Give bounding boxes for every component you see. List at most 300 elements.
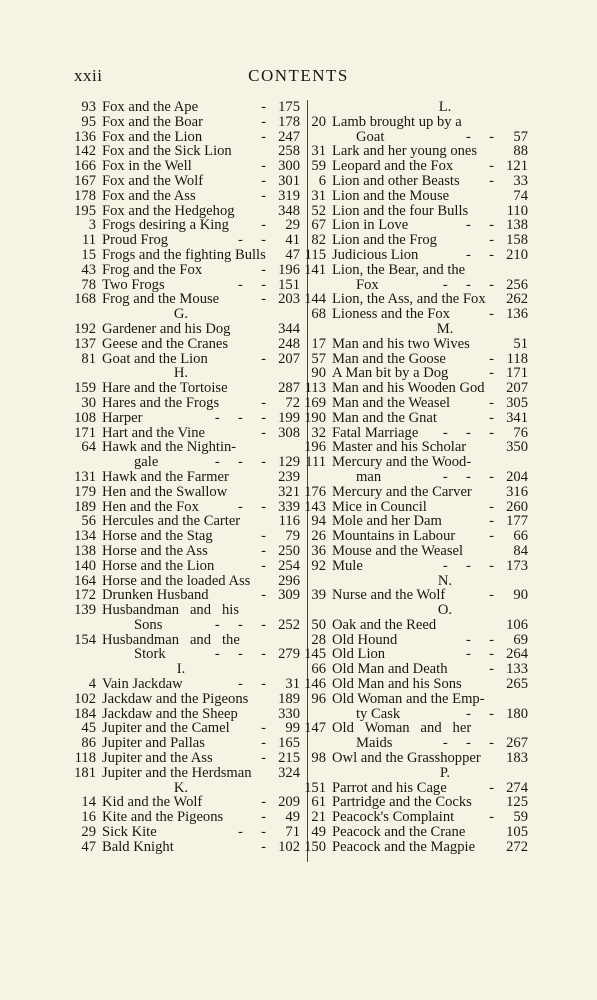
fable-number: 26 bbox=[311, 528, 326, 545]
page-reference: 260 bbox=[506, 498, 528, 515]
fable-number: 31 bbox=[311, 187, 326, 204]
fable-title: Peacock and the Crane bbox=[332, 824, 466, 841]
fable-number: 192 bbox=[74, 320, 96, 337]
fable-title: Jupiter and Pallas bbox=[102, 735, 205, 752]
contents-entry bbox=[62, 100, 300, 115]
leader-dashes: - - bbox=[238, 824, 266, 841]
fable-title: Old Hound bbox=[332, 631, 398, 648]
page-reference: 57 bbox=[513, 128, 528, 145]
fable-number: 150 bbox=[304, 838, 326, 855]
leader-dashes: - - - bbox=[442, 276, 494, 293]
page-reference: 69 bbox=[513, 631, 528, 648]
fable-title: Frogs desiring a King bbox=[102, 217, 229, 234]
page-reference: 133 bbox=[506, 661, 528, 678]
contents-entry bbox=[302, 381, 528, 396]
fable-number: 102 bbox=[74, 690, 96, 707]
fable-title: Master and his Scholar bbox=[332, 439, 467, 456]
contents-entry bbox=[302, 795, 528, 810]
contents-entry bbox=[302, 233, 528, 248]
contents-entry bbox=[302, 263, 528, 278]
fable-number: 64 bbox=[81, 439, 96, 456]
fable-title: Vain Jackdaw bbox=[102, 676, 183, 693]
page-reference: 72 bbox=[285, 394, 300, 411]
fable-title: Old Woman and the Emp- bbox=[332, 690, 485, 707]
section-letter bbox=[302, 100, 528, 115]
fable-title: Frog and the Fox bbox=[102, 261, 203, 278]
leader-dashes: - bbox=[261, 587, 266, 604]
page-reference: 79 bbox=[285, 528, 300, 545]
fable-number: 61 bbox=[311, 794, 326, 811]
fable-title: Owl and the Grasshopper bbox=[332, 750, 481, 767]
fable-number: 82 bbox=[311, 232, 326, 249]
contents-entry bbox=[302, 337, 528, 352]
fable-title: Hercules and the Carter bbox=[102, 513, 241, 530]
page-reference: 316 bbox=[506, 483, 528, 500]
fable-title: Fox and the Ass bbox=[102, 187, 196, 204]
page-reference: 199 bbox=[278, 409, 300, 426]
contents-entry bbox=[302, 455, 528, 470]
fable-number: 95 bbox=[81, 113, 96, 130]
fable-title: Hen and the Swallow bbox=[102, 483, 228, 500]
fable-title: Mercury and the Carver bbox=[332, 483, 472, 500]
contents-entry bbox=[302, 470, 528, 485]
contents-entry bbox=[302, 396, 528, 411]
section-letter-label: L. bbox=[438, 99, 452, 115]
page-reference: 279 bbox=[278, 646, 300, 663]
page-reference: 51 bbox=[513, 335, 528, 352]
fable-number: 14 bbox=[81, 794, 96, 811]
fable-title: Old Man and his Sons bbox=[332, 676, 462, 693]
leader-dashes: - bbox=[261, 750, 266, 767]
section-letter-label: O. bbox=[437, 602, 453, 619]
contents-entry bbox=[62, 677, 300, 692]
fable-title: Leopard and the Fox bbox=[332, 158, 454, 175]
section-letter-label: M. bbox=[436, 320, 454, 337]
fable-number: 78 bbox=[81, 276, 96, 293]
section-letter bbox=[302, 603, 528, 618]
contents-entry bbox=[302, 736, 528, 751]
contents-entry bbox=[62, 218, 300, 233]
fable-number: 144 bbox=[304, 291, 326, 308]
fable-number: 190 bbox=[304, 409, 326, 426]
fable-title: Frog and the Mouse bbox=[102, 291, 220, 308]
leader-dashes: - bbox=[489, 306, 494, 323]
fable-number: 30 bbox=[81, 394, 96, 411]
contents-entry bbox=[62, 322, 300, 337]
fable-title: Old Lion bbox=[332, 646, 386, 663]
fable-title: man bbox=[356, 468, 382, 485]
page-reference: 121 bbox=[506, 158, 528, 175]
contents-entry bbox=[302, 278, 528, 293]
contents-entry bbox=[302, 781, 528, 796]
fable-title: Man and the Gnat bbox=[332, 409, 437, 426]
contents-entry bbox=[302, 559, 528, 574]
leader-dashes: - bbox=[489, 394, 494, 411]
section-letter bbox=[62, 307, 300, 322]
page-reference: 203 bbox=[278, 291, 300, 308]
fable-title: Fox and the Lion bbox=[102, 128, 203, 145]
leader-dashes: - bbox=[261, 291, 266, 308]
page-header bbox=[0, 66, 597, 88]
fable-title: Hares and the Frogs bbox=[102, 394, 220, 411]
fable-title: Lion and the four Bulls bbox=[332, 202, 469, 219]
contents-entry bbox=[62, 736, 300, 751]
fable-title: Proud Frog bbox=[102, 232, 169, 249]
leader-dashes: - - - bbox=[442, 735, 494, 752]
leader-dashes: - - bbox=[238, 498, 266, 515]
contents-entry bbox=[62, 411, 300, 426]
fable-number: 136 bbox=[74, 128, 96, 145]
fable-title: Hart and the Vine bbox=[102, 424, 206, 441]
page-reference: 267 bbox=[506, 735, 528, 752]
page-reference: 341 bbox=[506, 409, 528, 426]
page-number: xxii bbox=[74, 66, 103, 85]
contents-entry bbox=[302, 189, 528, 204]
fable-title: Man and his Wooden God bbox=[332, 380, 485, 397]
fable-title: Husbandman and the bbox=[102, 631, 240, 648]
leader-dashes: - - bbox=[466, 631, 494, 648]
contents-entry bbox=[302, 218, 528, 233]
right-column bbox=[302, 100, 528, 855]
contents-entry bbox=[62, 766, 300, 781]
page-reference: 125 bbox=[506, 794, 528, 811]
fable-title: Lark and her young ones bbox=[332, 143, 478, 160]
fable-title: Fox in the Well bbox=[102, 158, 192, 175]
fable-title: Gardener and his Dog bbox=[102, 320, 231, 337]
leader-dashes: - bbox=[489, 809, 494, 826]
fable-title: A Man bit by a Dog bbox=[332, 365, 449, 382]
fable-title: Man and his two Wives bbox=[332, 335, 470, 352]
leader-dashes: - bbox=[261, 350, 266, 367]
page-reference: 209 bbox=[278, 794, 300, 811]
page-reference: 287 bbox=[278, 380, 300, 397]
fable-number: 167 bbox=[74, 172, 96, 189]
fable-number: 181 bbox=[74, 764, 96, 781]
page-reference: 350 bbox=[506, 439, 528, 456]
fable-number: 81 bbox=[81, 350, 96, 367]
section-letter-label: H. bbox=[173, 365, 189, 382]
fable-number: 49 bbox=[311, 824, 326, 841]
fable-title: Kite and the Pigeons bbox=[102, 809, 224, 826]
fable-number: 93 bbox=[81, 99, 96, 115]
contents-entry bbox=[302, 721, 528, 736]
fable-number: 50 bbox=[311, 616, 326, 633]
fable-number: 45 bbox=[81, 720, 96, 737]
leader-dashes: - bbox=[261, 557, 266, 574]
page-reference: 106 bbox=[506, 616, 528, 633]
page-reference: 136 bbox=[506, 306, 528, 323]
leader-dashes: - bbox=[261, 838, 266, 855]
fable-number: 16 bbox=[81, 809, 96, 826]
contents-entry bbox=[302, 426, 528, 441]
section-letter-label: K. bbox=[173, 779, 189, 796]
fable-title: Mole and her Dam bbox=[332, 513, 442, 530]
page-reference: 49 bbox=[285, 809, 300, 826]
fable-title: Mouse and the Weasel bbox=[332, 542, 464, 559]
contents-entry bbox=[302, 825, 528, 840]
fable-title: Maids bbox=[356, 735, 393, 752]
fable-number: 189 bbox=[74, 498, 96, 515]
fable-number: 21 bbox=[311, 809, 326, 826]
fable-number: 4 bbox=[88, 676, 96, 693]
fable-title: Fox and the Boar bbox=[102, 113, 203, 130]
contents-entry bbox=[302, 159, 528, 174]
page-reference: 321 bbox=[278, 483, 300, 500]
leader-dashes: - bbox=[261, 809, 266, 826]
contents-entry bbox=[302, 662, 528, 677]
contents-entry bbox=[62, 574, 300, 589]
fable-title: Peacock's Complaint bbox=[332, 809, 455, 826]
fable-title: Horse and the Ass bbox=[102, 542, 208, 559]
section-letter-label: P. bbox=[439, 764, 451, 781]
leader-dashes: - bbox=[489, 779, 494, 796]
fable-title: Kid and the Wolf bbox=[102, 794, 203, 811]
contents-entry bbox=[62, 337, 300, 352]
fable-title: Fox bbox=[356, 276, 379, 293]
fable-title: Goat bbox=[356, 128, 385, 145]
leader-dashes: - bbox=[261, 735, 266, 752]
page-reference: 66 bbox=[513, 528, 528, 545]
fable-title: Horse and the Lion bbox=[102, 557, 215, 574]
contents-entry bbox=[302, 633, 528, 648]
fable-number: 108 bbox=[74, 409, 96, 426]
page-reference: 76 bbox=[513, 424, 528, 441]
fable-title: Hare and the Tortoise bbox=[102, 380, 228, 397]
fable-number: 195 bbox=[74, 202, 96, 219]
fable-title: Jupiter and the Ass bbox=[102, 750, 213, 767]
leader-dashes: - - bbox=[466, 246, 494, 263]
page-reference: 344 bbox=[278, 320, 300, 337]
leader-dashes: - - - bbox=[214, 454, 266, 471]
leader-dashes: - - bbox=[238, 276, 266, 293]
section-letter bbox=[302, 766, 528, 781]
fable-number: 32 bbox=[311, 424, 326, 441]
section-letter bbox=[62, 366, 300, 381]
leader-dashes: - - - bbox=[214, 646, 266, 663]
contents-entry bbox=[62, 500, 300, 515]
page-reference: 88 bbox=[513, 143, 528, 160]
fable-title: Mice in Council bbox=[332, 498, 427, 515]
page-reference: 173 bbox=[506, 557, 528, 574]
leader-dashes: - - bbox=[466, 646, 494, 663]
fable-number: 164 bbox=[74, 572, 96, 589]
page-reference: 99 bbox=[285, 720, 300, 737]
leader-dashes: - bbox=[261, 158, 266, 175]
contents-entry bbox=[62, 130, 300, 145]
page-reference: 309 bbox=[278, 587, 300, 604]
contents-entry bbox=[302, 366, 528, 381]
fable-number: 178 bbox=[74, 187, 96, 204]
contents-entry bbox=[62, 455, 300, 470]
page-reference: 41 bbox=[285, 232, 300, 249]
leader-dashes: - bbox=[261, 217, 266, 234]
fable-title: Lion, the Bear, and the bbox=[332, 261, 466, 278]
leader-dashes: - bbox=[489, 350, 494, 367]
leader-dashes: - bbox=[489, 661, 494, 678]
fable-number: 57 bbox=[311, 350, 326, 367]
fable-title: Oak and the Reed bbox=[332, 616, 437, 633]
contents-entry bbox=[302, 204, 528, 219]
page-reference: 239 bbox=[278, 468, 300, 485]
page-reference: 84 bbox=[513, 542, 528, 559]
fable-number: 172 bbox=[74, 587, 96, 604]
fable-title: Peacock and the Magpie bbox=[332, 838, 476, 855]
fable-number: 118 bbox=[74, 750, 96, 767]
page-reference: 189 bbox=[278, 690, 300, 707]
section-letter bbox=[62, 781, 300, 796]
page-reference: 339 bbox=[278, 498, 300, 515]
fable-title: Geese and the Cranes bbox=[102, 335, 229, 352]
fable-title: Lioness and the Fox bbox=[332, 306, 450, 323]
fable-title: Mule bbox=[332, 557, 363, 574]
page-reference: 74 bbox=[513, 187, 528, 204]
fable-title: ty Cask bbox=[356, 705, 401, 722]
leader-dashes: - bbox=[489, 409, 494, 426]
page-reference: 265 bbox=[506, 676, 528, 693]
leader-dashes: - - bbox=[238, 676, 266, 693]
fable-number: 176 bbox=[304, 483, 326, 500]
fable-title: Judicious Lion bbox=[332, 246, 419, 263]
page-reference: 129 bbox=[278, 454, 300, 471]
leader-dashes: - bbox=[261, 542, 266, 559]
page-reference: 308 bbox=[278, 424, 300, 441]
fable-title: Drunken Husband bbox=[102, 587, 209, 604]
page-reference: 215 bbox=[278, 750, 300, 767]
fable-title: Two Frogs bbox=[102, 276, 165, 293]
fable-number: 141 bbox=[304, 261, 326, 278]
contents-entry bbox=[302, 544, 528, 559]
contents-entry bbox=[302, 115, 528, 130]
contents-entry bbox=[302, 292, 528, 307]
fable-title: Lion in Love bbox=[332, 217, 409, 234]
section-letter bbox=[302, 574, 528, 589]
contents-entry bbox=[62, 381, 300, 396]
fable-number: 6 bbox=[318, 172, 326, 189]
fable-title: Parrot and his Cage bbox=[332, 779, 447, 796]
contents-entry bbox=[62, 396, 300, 411]
fable-number: 36 bbox=[311, 542, 326, 559]
fable-number: 92 bbox=[311, 557, 326, 574]
fable-number: 39 bbox=[311, 587, 326, 604]
contents-entry bbox=[62, 470, 300, 485]
contents-entry bbox=[62, 440, 300, 455]
contents-entry bbox=[302, 352, 528, 367]
page-reference: 330 bbox=[278, 705, 300, 722]
leader-dashes: - bbox=[489, 158, 494, 175]
fable-number: 43 bbox=[81, 261, 96, 278]
section-letter bbox=[302, 322, 528, 337]
fable-title: Man and the Weasel bbox=[332, 394, 451, 411]
fable-number: 142 bbox=[74, 143, 96, 160]
contents-entry bbox=[62, 426, 300, 441]
fable-number: 113 bbox=[304, 380, 326, 397]
page-reference: 31 bbox=[285, 676, 300, 693]
leader-dashes: - - - bbox=[442, 424, 494, 441]
contents-entry bbox=[62, 189, 300, 204]
fable-number: 159 bbox=[74, 380, 96, 397]
page-reference: 158 bbox=[506, 232, 528, 249]
contents-entry bbox=[302, 174, 528, 189]
fable-title: Horse and the Stag bbox=[102, 528, 213, 545]
section-letter-label: N. bbox=[437, 572, 453, 589]
page-title: CONTENTS bbox=[248, 66, 349, 85]
leader-dashes: - - - bbox=[214, 409, 266, 426]
contents-entry bbox=[62, 618, 300, 633]
contents-entry bbox=[62, 721, 300, 736]
fable-title: Husbandman and his bbox=[102, 602, 240, 619]
leader-dashes: - bbox=[261, 424, 266, 441]
fable-number: 146 bbox=[304, 676, 326, 693]
leader-dashes: - - - bbox=[442, 557, 494, 574]
contents-entry bbox=[62, 559, 300, 574]
leader-dashes: - bbox=[489, 513, 494, 530]
section-letter-label: G. bbox=[173, 306, 189, 323]
fable-number: 90 bbox=[311, 365, 326, 382]
contents-entry bbox=[62, 647, 300, 662]
fable-number: 20 bbox=[311, 113, 326, 130]
page-reference: 151 bbox=[278, 276, 300, 293]
page-reference: 165 bbox=[278, 735, 300, 752]
contents-entry bbox=[302, 588, 528, 603]
page-reference: 272 bbox=[506, 838, 528, 855]
section-letter bbox=[62, 662, 300, 677]
fable-title: Mercury and the Wood- bbox=[332, 454, 472, 471]
fable-title: Goat and the Lion bbox=[102, 350, 208, 367]
fable-title: Old Man and Death bbox=[332, 661, 448, 678]
fable-title: Mountains in Labour bbox=[332, 528, 456, 545]
contents-entry bbox=[302, 810, 528, 825]
leader-dashes: - bbox=[489, 232, 494, 249]
contents-entry bbox=[62, 292, 300, 307]
fable-number: 151 bbox=[304, 779, 326, 796]
leader-dashes: - bbox=[489, 172, 494, 189]
fable-title: Jackdaw and the Sheep bbox=[102, 705, 238, 722]
contents-entry bbox=[62, 233, 300, 248]
page-reference: 247 bbox=[278, 128, 300, 145]
contents-entry bbox=[62, 514, 300, 529]
contents-entry bbox=[302, 677, 528, 692]
page-reference: 262 bbox=[506, 291, 528, 308]
contents-entry bbox=[62, 485, 300, 500]
fable-number: 184 bbox=[74, 705, 96, 722]
contents-entry bbox=[62, 278, 300, 293]
fable-title: Fox and the Ape bbox=[102, 99, 199, 115]
fable-title: Sons bbox=[134, 616, 163, 633]
fable-number: 147 bbox=[304, 720, 326, 737]
leader-dashes: - bbox=[261, 720, 266, 737]
contents-entry bbox=[62, 588, 300, 603]
leader-dashes: - bbox=[489, 498, 494, 515]
contents-entry bbox=[302, 514, 528, 529]
fable-number: 143 bbox=[304, 498, 326, 515]
contents-entry bbox=[302, 618, 528, 633]
contents-entry bbox=[302, 248, 528, 263]
fable-number: 67 bbox=[311, 217, 326, 234]
page-reference: 196 bbox=[278, 261, 300, 278]
contents-entry bbox=[302, 647, 528, 662]
page-reference: 207 bbox=[278, 350, 300, 367]
contents-entry bbox=[62, 603, 300, 618]
page-reference: 118 bbox=[506, 350, 528, 367]
page-reference: 264 bbox=[506, 646, 528, 663]
contents-entry bbox=[62, 825, 300, 840]
fable-number: 31 bbox=[311, 143, 326, 160]
page-reference: 256 bbox=[506, 276, 528, 293]
fable-title: Jupiter and the Herdsman bbox=[102, 764, 252, 781]
fable-number: 98 bbox=[311, 750, 326, 767]
fable-number: 86 bbox=[81, 735, 96, 752]
contents-entry bbox=[62, 248, 300, 263]
